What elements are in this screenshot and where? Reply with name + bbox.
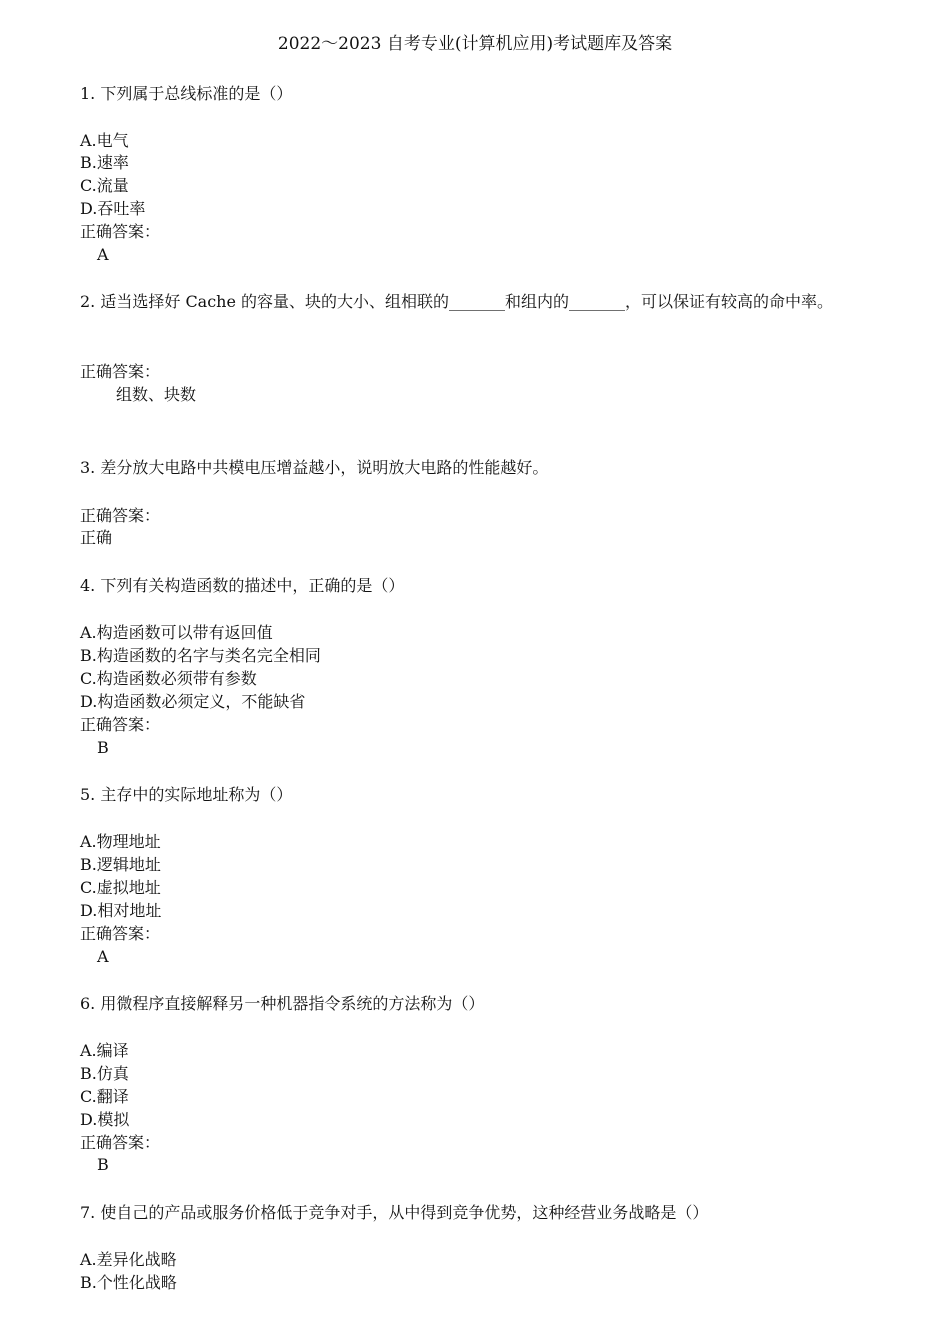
question-3-text: 3. 差分放大电路中共模电压增益越小，说明放大电路的性能越好。 [80,458,549,477]
question-7-option-a: A.差异化战略 [80,1250,177,1269]
question-6-answer: B [97,1155,109,1174]
question-4-answer: B [97,738,109,757]
question-3-answer-label: 正确答案： [80,506,161,525]
question-3-answer: 正确 [80,528,113,547]
question-6-option-a: A.编译 [80,1041,129,1060]
question-6-answer-label: 正确答案： [80,1133,161,1152]
question-6-option-b: B.仿真 [80,1064,129,1083]
question-6-text: 6. 用微程序直接解释另一种机器指令系统的方法称为（） [80,994,485,1013]
question-5-answer: A [97,947,109,966]
question-5-option-a: A.物理地址 [80,832,161,851]
question-5-option-c: C.虚拟地址 [80,878,161,897]
question-4-option-c: C.构造函数必须带有参数 [80,669,257,688]
question-1-option-c: C.流量 [80,176,129,195]
question-5-text: 5. 主存中的实际地址称为（） [80,785,293,804]
question-5-answer-label: 正确答案： [80,924,161,943]
question-4-option-b: B.构造函数的名字与类名完全相同 [80,646,321,665]
question-2-answer: 组数、块数 [116,385,197,404]
question-1-text: 1. 下列属于总线标准的是（） [80,84,293,103]
question-1-answer-label: 正确答案： [80,222,161,241]
question-7-text: 7. 使自己的产品或服务价格低于竞争对手，从中得到竞争优势，这种经营业务战略是（） [80,1203,709,1222]
question-5-option-d: D.相对地址 [80,901,162,920]
question-5-option-b: B.逻辑地址 [80,855,161,874]
question-1-option-b: B.速率 [80,153,129,172]
question-2-answer-label: 正确答案： [80,362,161,381]
question-4-answer-label: 正确答案： [80,715,161,734]
question-7-option-b: B.个性化战略 [80,1273,177,1292]
question-1-option-d: D.吞吐率 [80,199,146,218]
question-6-option-c: C.翻译 [80,1087,129,1106]
question-6-option-d: D.模拟 [80,1110,130,1129]
question-1-answer: A [97,245,109,264]
document-title: 2022～2023 自考专业(计算机应用)考试题库及答案 [277,34,673,54]
question-2-text: 2. 适当选择好 Cache 的容量、块的大小、组相联的_______和组内的_______，可以保证有较高的命中率。 [80,292,834,311]
question-4-text: 4. 下列有关构造函数的描述中，正确的是（） [80,576,405,595]
question-4-option-a: A.构造函数可以带有返回值 [80,623,273,642]
question-1-option-a: A.电气 [80,131,129,150]
question-4-option-d: D.构造函数必须定义，不能缺省 [80,692,306,711]
